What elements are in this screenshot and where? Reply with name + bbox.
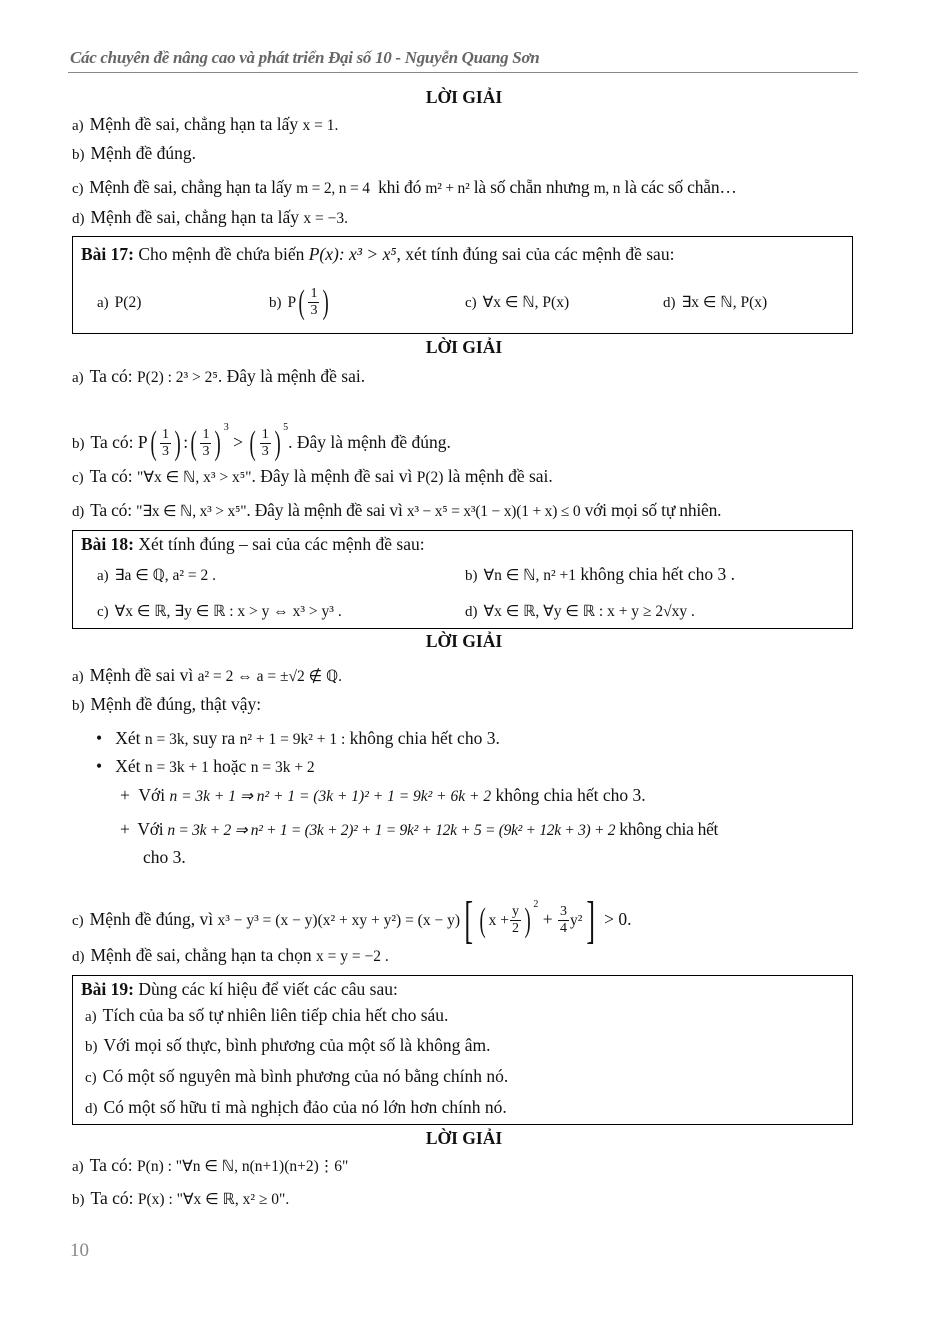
item-text: Ta có: — [89, 1155, 133, 1175]
solution-heading: LỜI GIẢI — [425, 631, 503, 651]
item-text: . Đây là mệnh đề sai vì — [251, 466, 413, 486]
exercise-18-item-a — [97, 564, 216, 586]
exercise-18-item-c — [97, 600, 342, 622]
item-text: Mệnh đề sai, chẳng hạn ta chọn — [90, 945, 312, 965]
exercise-heading: Bài 19: — [81, 979, 134, 999]
item-math: ∀x ∈ ℕ, P(x) — [482, 294, 570, 311]
item-label: d) — [72, 211, 85, 227]
sol18-c: c) Mệnh đề đúng, vì x³ − y³ = (x − y)(x² + xy + y²) = (x − y)[ ( x + $\frac{y}{2}$ ) $^2$ + $\frac{3}{4}$ y²] > 0. — [72, 891, 632, 949]
item-math: n = 3k + 1 — [144, 759, 209, 776]
prompt-text: Xét tính đúng – sai của các mệnh đề sau: — [138, 534, 425, 554]
item-math: n = 3k + 2 — [250, 759, 315, 776]
exercise-18-item-b — [465, 564, 735, 586]
item-label: b) — [72, 698, 85, 714]
item-label: c) — [72, 181, 84, 197]
operator: + — [542, 909, 553, 929]
item-math: n = 3k, — [144, 731, 189, 748]
sol18-d — [72, 945, 389, 967]
plus-icon: + — [120, 819, 130, 839]
numerator: 1 — [310, 286, 318, 302]
item-label: a) — [97, 295, 109, 311]
fraction — [308, 286, 319, 319]
item-label: b) — [269, 295, 282, 311]
item-label: a) — [72, 370, 84, 386]
item-text: không chia hết cho — [580, 564, 714, 584]
item-math: m² + n² — [425, 180, 470, 197]
item-math: "∃x ∈ ℕ, x³ > x⁵" — [136, 503, 247, 520]
sol17-d — [72, 500, 721, 522]
fraction — [200, 427, 211, 460]
item-text: là mệnh đề sai. — [447, 466, 553, 486]
sol18-bullet-1 — [96, 728, 500, 750]
item-label: c) — [72, 913, 84, 929]
item-math: P(x) : "∀x ∈ ℝ, x² ≥ 0". — [137, 1191, 290, 1208]
item-math: P(2) — [416, 469, 444, 486]
item-label: c) — [465, 295, 477, 311]
header-rule — [68, 72, 858, 73]
item-text: Xét — [115, 728, 141, 748]
item-math: x + — [488, 912, 510, 929]
item-text: không chia hết cho 3. — [495, 785, 646, 805]
fraction — [260, 427, 271, 460]
sol18-sub-1 — [120, 785, 646, 807]
item-math: n = 3k + 2 ⇒ n² + 1 = (3k + 2)² + 1 = 9k² + 12k + 5 = (9k² + 12k + 3) + 2 — [167, 822, 616, 839]
prompt-text: Cho mệnh đề chứa biến — [138, 244, 305, 264]
exercise-18-box — [72, 530, 853, 629]
fraction — [160, 427, 171, 460]
sol16-c — [72, 177, 737, 199]
exercise-19-prompt — [81, 979, 398, 999]
item-text: khi đó — [378, 177, 422, 197]
exercise-17-item-d — [663, 291, 767, 313]
exercise-17-item-c — [465, 291, 569, 313]
item-text: Có một số nguyên mà bình phương của nó bằng chính nó. — [102, 1066, 509, 1086]
item-label: c) — [72, 470, 84, 486]
exponent: 2 — [533, 899, 539, 910]
item-text: Mệnh đề đúng, thật vậy: — [90, 694, 262, 714]
item-math: y² — [569, 912, 583, 929]
item-text: Mệnh đề đúng, vì — [89, 909, 214, 929]
item-math: P(2) : 2³ > 2⁵ — [137, 369, 218, 386]
exponent: 5 — [283, 422, 289, 433]
item-text: Ta có: — [89, 466, 133, 486]
exercise-17-item-a — [97, 291, 141, 313]
item-text: Mệnh đề sai vì — [89, 665, 194, 685]
item-label: a) — [72, 118, 84, 134]
operator: > — [233, 432, 244, 452]
item-math: m, n — [593, 180, 621, 197]
sol17-c — [72, 466, 553, 488]
item-math: ∃x ∈ ℕ, P(x) — [681, 294, 768, 311]
sol19-b — [72, 1188, 289, 1210]
item-math: x = −3. — [303, 210, 348, 227]
item-label: b) — [72, 147, 85, 163]
item-text: với mọi số tự nhiên. — [584, 500, 722, 520]
sol16-b — [72, 143, 196, 165]
item-math: x³ − y³ = (x − y)(x² + xy + y²) = (x − y) — [217, 912, 460, 929]
item-text: . Đây là mệnh đề đúng. — [288, 432, 451, 452]
item-text: hoặc — [213, 756, 247, 776]
item-label: d) — [72, 949, 85, 965]
numerator: 1 — [161, 427, 169, 443]
sol19-a — [72, 1155, 348, 1177]
item-label: c) — [97, 604, 109, 620]
plus-icon: + — [120, 785, 130, 805]
item-text: Ta có: — [90, 1188, 134, 1208]
item-text: Với — [137, 819, 164, 839]
item-math: x = 1. — [302, 117, 339, 134]
sol17-b: b) Ta có: P( $\frac{1}{3}$ ) :( $\frac{1}{3}$ ) $^3$ > ( $\frac{1}{3}$ ) $^5$. Đây là mệnh đề đúng. — [72, 422, 451, 462]
item-label: d) — [663, 295, 676, 311]
exercise-19-box — [72, 975, 853, 1125]
item-math: P(2) — [114, 294, 142, 311]
prompt-text: , xét tính đúng sai của các mệnh đề sau: — [396, 244, 675, 264]
exercise-heading: Bài 17: — [81, 244, 134, 264]
item-math: ∀n ∈ ℕ, n² +1 — [483, 567, 577, 584]
solution-heading: LỜI GIẢI — [425, 337, 503, 357]
sol18-sub-2-cont: cho 3. — [143, 847, 186, 867]
item-text: không chia hết — [619, 819, 719, 839]
denominator: 4 — [559, 921, 567, 937]
item-label: c) — [85, 1070, 97, 1086]
item-math: ∀x ∈ ℝ, ∃y ∈ ℝ : x > y ⇔ x³ > y³ . — [114, 603, 342, 620]
denominator: 3 — [310, 303, 318, 319]
exercise-19-item-c — [85, 1066, 508, 1088]
solution-heading: LỜI GIẢI — [425, 1128, 503, 1148]
item-math: 3 . — [717, 564, 735, 584]
item-math: P — [287, 294, 297, 311]
item-text: Có một số hữu tỉ mà nghịch đảo của nó lớn hơn chính nó. — [103, 1097, 507, 1117]
item-label: d) — [85, 1101, 98, 1117]
item-text: Tích của ba số tự nhiên liên tiếp chia hết cho sáu. — [102, 1005, 449, 1025]
item-label: a) — [85, 1009, 97, 1025]
exercise-18-prompt — [81, 534, 425, 554]
running-header: Các chuyên đề nâng cao và phát triển Đại số 10 - Nguyễn Quang Sơn — [70, 48, 540, 67]
denominator: 3 — [261, 444, 269, 460]
item-math: ∃a ∈ ℚ, a² = 2 . — [114, 567, 217, 584]
item-math: x³ − x⁵ = x³(1 − x)(1 + x) ≤ 0 — [406, 503, 581, 520]
exercise-17-box — [72, 236, 853, 334]
exercise-heading: Bài 18: — [81, 534, 134, 554]
numerator: 1 — [261, 427, 269, 443]
item-text: không chia hết cho 3. — [349, 728, 500, 748]
sol18-a — [72, 665, 342, 687]
item-text: Mệnh đề sai, chẳng hạn ta lấy — [89, 177, 292, 197]
sol18-b — [72, 694, 261, 716]
exercise-18-item-d — [465, 600, 695, 622]
item-math: x = y = −2 . — [315, 948, 389, 965]
numerator: y — [512, 904, 520, 920]
item-math: n² + 1 = 9k² + 1 : — [239, 731, 346, 748]
numerator: 1 — [202, 427, 210, 443]
prompt-math: P(x): x³ > x⁵ — [308, 244, 397, 264]
item-label: b) — [85, 1039, 98, 1055]
exercise-19-item-b — [85, 1035, 490, 1057]
exercise-17-prompt — [81, 244, 674, 264]
item-text: Ta có: — [89, 366, 133, 386]
item-math: ∀x ∈ ℝ, ∀y ∈ ℝ : x + y ≥ 2√xy . — [483, 603, 695, 620]
sol17-a — [72, 366, 365, 388]
item-text: Ta có: P — [90, 432, 148, 452]
item-text: . Đây là mệnh đề sai. — [217, 366, 366, 386]
fraction — [558, 904, 569, 937]
item-label: b) — [72, 436, 85, 452]
bullet-icon: • — [96, 756, 103, 776]
item-text: Xét — [115, 756, 141, 776]
exercise-19-item-d — [85, 1097, 507, 1119]
exercise-19-item-a — [85, 1005, 448, 1027]
item-label: d) — [465, 604, 478, 620]
item-math: m = 2, n = 4 — [296, 180, 370, 197]
item-label: b) — [72, 1192, 85, 1208]
item-text: Mệnh đề đúng. — [90, 143, 196, 163]
fraction — [510, 904, 521, 937]
item-math: n = 3k + 1 ⇒ n² + 1 = (3k + 1)² + 1 = 9k² + 6k + 2 — [169, 788, 492, 805]
solution-heading: LỜI GIẢI — [425, 87, 503, 107]
item-text: Với — [138, 785, 166, 805]
colon: : — [183, 432, 189, 452]
item-text: Mệnh đề sai, chẳng hạn ta lấy — [89, 114, 299, 134]
sol16-a — [72, 114, 338, 136]
denominator: 2 — [512, 921, 520, 937]
sol16-d — [72, 207, 348, 229]
item-text: là các số chẵn… — [624, 177, 737, 197]
item-label: b) — [465, 568, 478, 584]
item-label: a) — [97, 568, 109, 584]
item-text: . Đây là mệnh đề sai vì — [246, 500, 403, 520]
page-number: 10 — [70, 1240, 89, 1261]
item-math: > 0. — [604, 909, 632, 929]
sol18-sub-2 — [120, 819, 718, 841]
prompt-text: Dùng các kí hiệu để viết các câu sau: — [138, 979, 398, 999]
item-text: Với mọi số thực, bình phương của một số là không âm. — [103, 1035, 491, 1055]
denominator: 3 — [202, 444, 210, 460]
item-label: d) — [72, 504, 85, 520]
numerator: 3 — [559, 904, 567, 920]
item-label: a) — [72, 669, 84, 685]
item-text: Mệnh đề sai, chẳng hạn ta lấy — [90, 207, 299, 227]
item-text: Ta có: — [90, 500, 132, 520]
item-math: P(n) : "∀n ∈ ℕ, n(n+1)(n+2)⋮6" — [137, 1158, 349, 1175]
bullet-icon: • — [96, 728, 103, 748]
item-math: "∀x ∈ ℕ, x³ > x⁵" — [137, 469, 252, 486]
item-text: suy ra — [192, 728, 236, 748]
denominator: 3 — [161, 444, 169, 460]
item-math: a² = 2 ⇔ a = ±√2 ∉ ℚ. — [197, 668, 343, 685]
sol18-bullet-2 — [96, 756, 315, 778]
exponent: 3 — [223, 422, 229, 433]
item-label: a) — [72, 1159, 84, 1175]
exercise-17-item-b: b) P( $\frac{1}{3}$ ) — [269, 283, 330, 321]
item-text: là số chẵn nhưng — [473, 177, 590, 197]
